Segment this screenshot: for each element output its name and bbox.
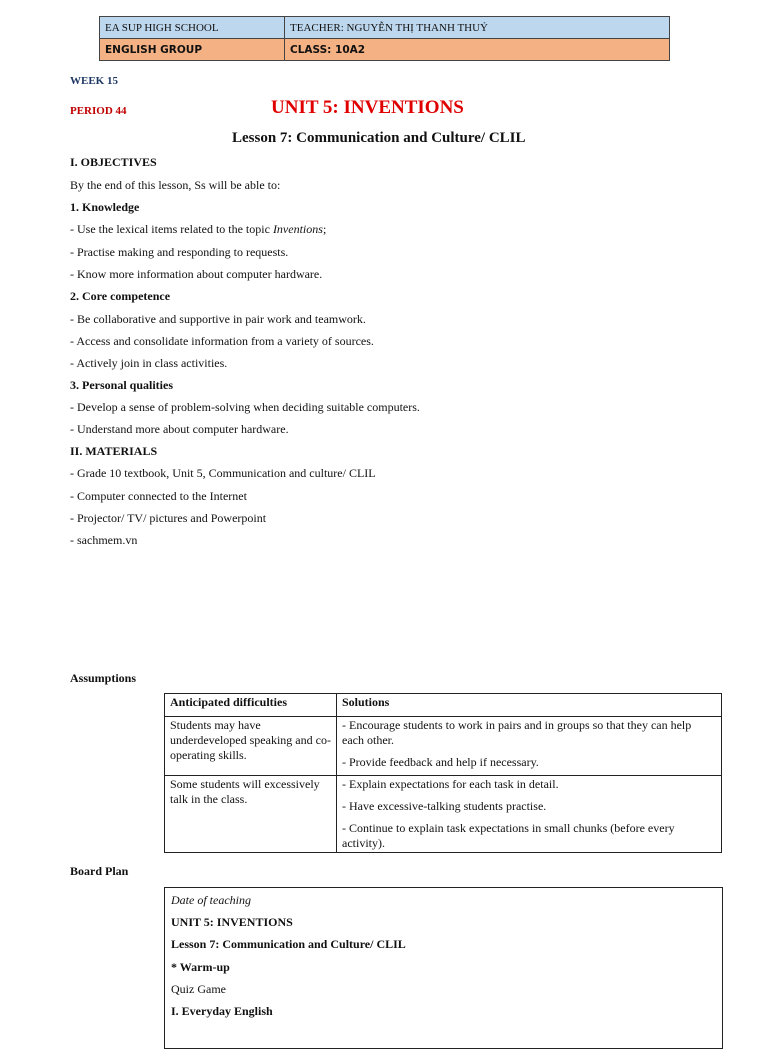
class-name: CLASS: 10A2 — [285, 39, 670, 61]
knowledge-item: - Practise making and responding to requests. — [70, 245, 289, 259]
board-everyday-english: I. Everyday English — [171, 1004, 273, 1018]
materials-item: - Projector/ TV/ pictures and Powerpoint — [70, 511, 267, 525]
personal-qualities-heading: 3. Personal qualities — [70, 378, 174, 392]
table-cell-difficulty: Students may have underdeveloped speaking and co-operating skills. — [165, 717, 337, 776]
core-item: - Actively join in class activities. — [70, 356, 228, 370]
board-warmup: * Warm-up — [171, 960, 230, 974]
knowledge-item-prefix: - Use the lexical items related to the topic — [70, 222, 273, 236]
assumptions-heading: Assumptions — [70, 671, 137, 685]
assumptions-table — [164, 693, 722, 853]
column-header-difficulties: Anticipated difficulties — [165, 694, 337, 717]
header-table — [99, 16, 670, 61]
core-item: - Access and consolidate information from a variety of sources. — [70, 334, 374, 348]
date-of-teaching: Date of teaching — [171, 893, 251, 907]
knowledge-item — [70, 222, 326, 237]
table-cell-difficulty: Some students will excessively talk in the class. — [165, 776, 337, 853]
school-name: EA SUP HIGH SCHOOL — [100, 17, 285, 39]
period-label: PERIOD 44 — [70, 105, 127, 117]
solution-item: - Encourage students to work in pairs and in groups so that they can help each other. — [342, 718, 692, 747]
knowledge-heading: 1. Knowledge — [70, 200, 140, 214]
board-plan-box — [164, 887, 723, 1049]
personal-item: - Understand more about computer hardware. — [70, 422, 289, 436]
knowledge-topic: Inventions — [272, 222, 323, 236]
personal-item: - Develop a sense of problem-solving when deciding suitable computers. — [70, 400, 420, 414]
table-cell-solutions — [337, 776, 722, 853]
column-header-solutions: Solutions — [337, 694, 722, 717]
lesson-title: Lesson 7: Communication and Culture/ CLIL — [232, 130, 526, 146]
materials-item: - Computer connected to the Internet — [70, 489, 247, 503]
unit-title: UNIT 5: INVENTIONS — [271, 97, 464, 118]
materials-heading: II. MATERIALS — [70, 444, 158, 458]
solution-item: - Have excessive-talking students practise. — [342, 799, 547, 813]
board-lesson-title: Lesson 7: Communication and Culture/ CLIL — [171, 937, 406, 951]
week-label: WEEK 15 — [70, 75, 118, 87]
group-name: ENGLISH GROUP — [100, 39, 285, 61]
board-unit-title: UNIT 5: INVENTIONS — [171, 915, 293, 929]
board-plan-heading: Board Plan — [70, 864, 129, 878]
teacher-name: TEACHER: NGUYỄN THỊ THANH THUỶ — [285, 17, 670, 39]
materials-item: - Grade 10 textbook, Unit 5, Communication and culture/ CLIL — [70, 466, 376, 480]
materials-item: - sachmem.vn — [70, 533, 138, 547]
solution-item: - Explain expectations for each task in detail. — [342, 777, 559, 791]
objectives-intro: By the end of this lesson, Ss will be able to: — [70, 178, 281, 192]
solution-item: - Continue to explain task expectations in small chunks (before every activity). — [342, 821, 675, 850]
knowledge-item-suffix: ; — [322, 222, 327, 236]
solution-item: - Provide feedback and help if necessary. — [342, 755, 539, 769]
objectives-heading: I. OBJECTIVES — [70, 155, 157, 169]
core-competence-heading: 2. Core competence — [70, 289, 171, 303]
core-item: - Be collaborative and supportive in pair work and teamwork. — [70, 312, 366, 326]
table-cell-solutions — [337, 717, 722, 776]
board-quiz-game: Quiz Game — [171, 982, 226, 996]
knowledge-item: - Know more information about computer hardware. — [70, 267, 323, 281]
